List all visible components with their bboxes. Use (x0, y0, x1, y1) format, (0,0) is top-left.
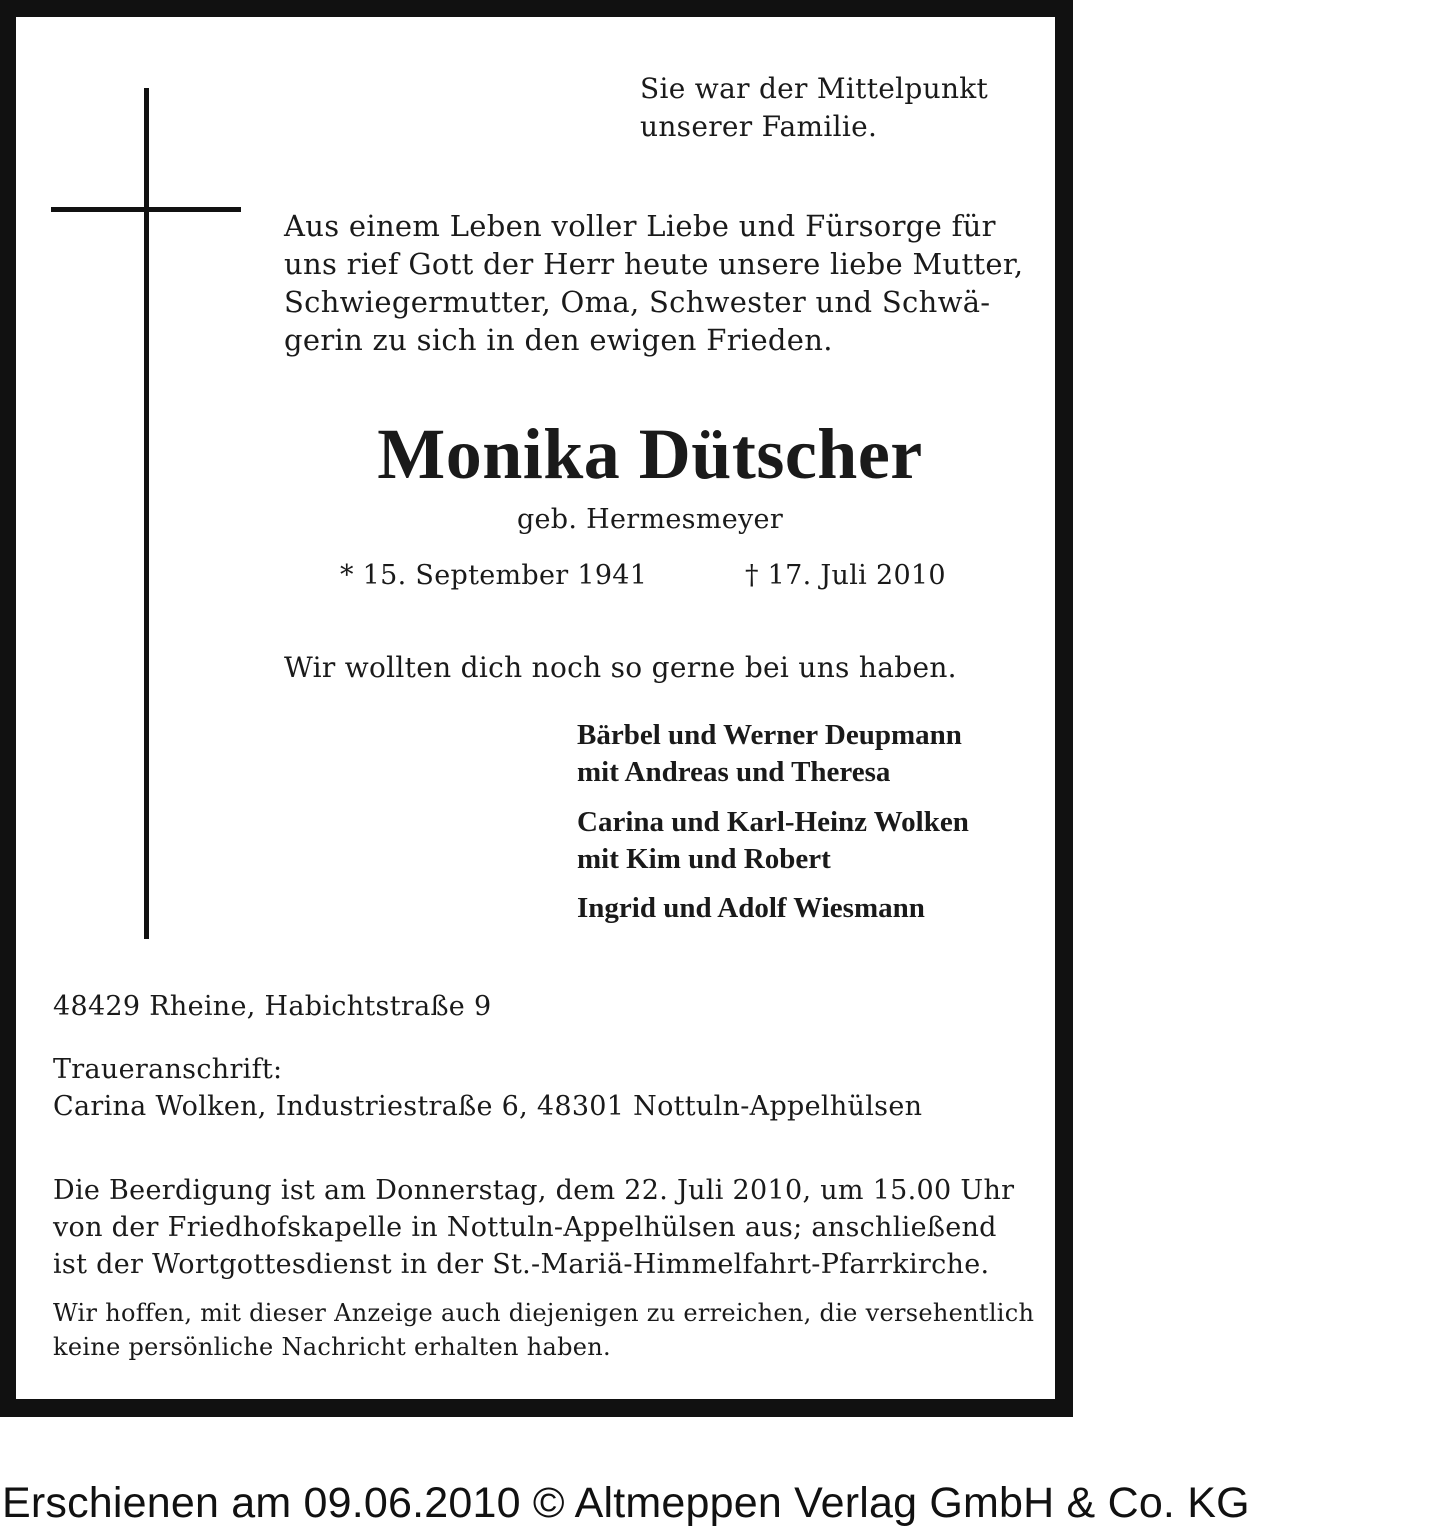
notice-line: Wir hoffen, mit dieser Anzeige auch diejenigen zu erreichen, die versehentlich (53, 1299, 1035, 1327)
deceased-name: Monika Dütscher (377, 414, 923, 494)
mourning-address-value: Carina Wolken, Industriestraße 6, 48301 Nottuln-Appelhülsen (53, 1091, 923, 1122)
family-line: mit Andreas und Theresa (577, 756, 891, 788)
intro-line: Aus einem Leben voller Liebe und Fürsorge für (284, 209, 996, 243)
family-line: Bärbel und Werner Deupmann (577, 719, 962, 751)
mourning-address (53, 1051, 922, 1125)
cross-icon-horizontal (51, 207, 241, 212)
intro-line: Schwiegermutter, Oma, Schwester und Schwä- (284, 285, 991, 319)
quote-line: unserer Familie. (640, 110, 878, 143)
opening-quote (640, 70, 988, 146)
death-date: † 17. Juli 2010 (745, 560, 946, 591)
funeral-line: ist der Wortgottesdienst in der St.-Mariä-Himmelfahrt-Pfarrkirche. (53, 1249, 990, 1280)
intro-text (284, 207, 1023, 359)
birth-date: * 15. September 1941 (340, 560, 648, 591)
intro-line: gerin zu sich in den ewigen Frieden. (284, 323, 833, 357)
home-address: 48429 Rheine, Habichtstraße 9 (53, 991, 492, 1022)
family-group (577, 717, 962, 791)
intro-line: uns rief Gott der Herr heute unsere liebe Mutter, (284, 247, 1024, 281)
funeral-line: von der Friedhofskapelle in Nottuln-Appelhülsen aus; anschließend (53, 1212, 997, 1243)
funeral-info (53, 1172, 1014, 1283)
mourning-address-label: Traueranschrift: (53, 1054, 283, 1085)
family-line: Carina und Karl-Heinz Wolken (577, 806, 969, 838)
publication-credit: Erschienen am 09.06.2010 © Altmeppen Verlag GmbH & Co. KG (2, 1479, 1250, 1527)
maiden-name: geb. Hermesmeyer (516, 504, 784, 535)
funeral-line: Die Beerdigung ist am Donnerstag, dem 22. Juli 2010, um 15.00 Uhr (53, 1175, 1015, 1206)
wish-text: Wir wollten dich noch so gerne bei uns haben. (284, 651, 957, 684)
quote-line: Sie war der Mittelpunkt (640, 72, 989, 105)
family-line: Ingrid und Adolf Wiesmann (577, 892, 925, 924)
notice-text (53, 1296, 1034, 1364)
family-group (577, 804, 969, 878)
notice-line: keine persönliche Nachricht erhalten haben. (53, 1333, 611, 1361)
family-line: mit Kim und Robert (577, 843, 831, 875)
family-group (577, 890, 925, 927)
